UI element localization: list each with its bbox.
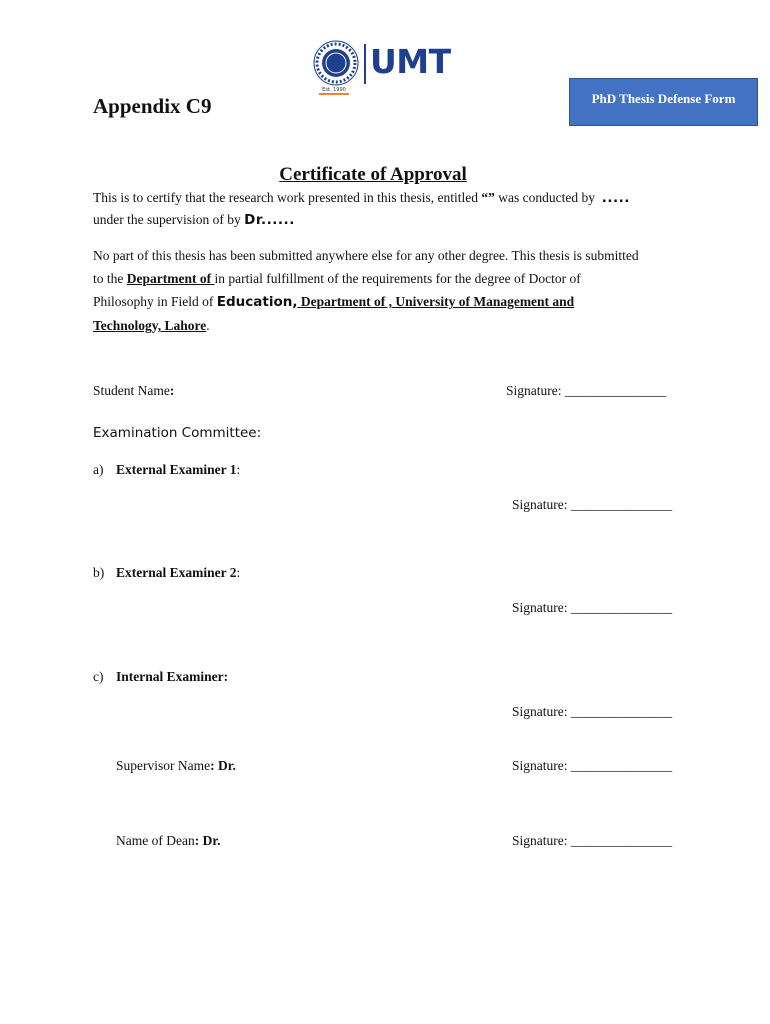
- submission-line-4: [93, 314, 210, 337]
- dean-name: [116, 833, 220, 849]
- supervisor-placeholder: Dr......: [244, 212, 295, 228]
- department-university: Department of , University of Management and: [297, 294, 575, 309]
- submission-line-3: [93, 290, 574, 314]
- supervisor-signature: Signature: _______________: [512, 758, 673, 773]
- supervisor-name: [116, 758, 236, 774]
- logo-established: Est. 1990: [319, 87, 349, 95]
- examination-committee-heading: Examination Committee:: [93, 425, 262, 441]
- external-examiner-1-signature: Signature: _______________: [512, 497, 673, 512]
- form-type-badge: PhD Thesis Defense Form: [569, 78, 758, 126]
- certify-line-2: [93, 208, 295, 232]
- thesis-title-quotes: “”: [481, 190, 495, 205]
- list-marker: a): [93, 462, 104, 477]
- external-examiner-2-signature: Signature: _______________: [512, 600, 673, 615]
- appendix-title: Appendix C9: [93, 94, 212, 118]
- certificate-title: Certificate of Approval: [279, 164, 467, 185]
- student-name-placeholder: .....: [601, 190, 630, 206]
- conducted-by-text: was conducted by: [494, 190, 599, 205]
- examiner-colon: :: [236, 462, 241, 477]
- university-location: Technology, Lahore: [93, 318, 207, 333]
- list-marker: c): [93, 669, 104, 684]
- student-signature: Signature: _______________: [506, 383, 667, 398]
- field-education: Education,: [216, 294, 298, 310]
- internal-examiner-signature: Signature: _______________: [512, 704, 673, 719]
- to-the-text: to the: [93, 271, 127, 286]
- student-colon: :: [169, 383, 175, 398]
- list-marker: b): [93, 565, 105, 580]
- supervision-text: under the supervision of by: [93, 212, 245, 227]
- student-name-label: [93, 383, 174, 399]
- submission-line-2: [93, 267, 581, 290]
- university-emblem-icon: [313, 40, 359, 86]
- sentence-end: .: [206, 318, 210, 333]
- examiner-title: External Examiner 2: [116, 565, 237, 580]
- dean-label: Name of Dean: [116, 833, 195, 848]
- dean-signature: Signature: _______________: [512, 833, 673, 848]
- fulfillment-text: in partial fulfillment of the requirements for the degree of Doctor of: [214, 271, 581, 286]
- supervisor-label: Supervisor Name: [116, 758, 211, 773]
- examiner-title: Internal Examiner:: [116, 669, 229, 684]
- certify-text: This is to certify that the research work presented in this thesis, entitled: [93, 190, 482, 205]
- supervisor-value: : Dr.: [210, 758, 236, 773]
- certify-line-1: [93, 186, 630, 210]
- examiner-colon: :: [236, 565, 241, 580]
- external-examiner-1: [93, 462, 240, 478]
- external-examiner-2: [93, 565, 240, 581]
- dean-value: : Dr.: [194, 833, 221, 848]
- department-field: Department of: [126, 271, 215, 286]
- submission-line-1: No part of this thesis has been submitted anywhere else for any other degree. This thesis is submitted: [93, 248, 639, 263]
- umt-logo: [313, 40, 463, 96]
- student-label: Student Name: [93, 383, 170, 398]
- internal-examiner: [93, 669, 228, 685]
- logo-wordmark: UMT: [370, 42, 451, 81]
- logo-divider: [364, 44, 366, 84]
- field-text: Philosophy in Field of: [93, 294, 217, 309]
- examiner-title: External Examiner 1: [116, 462, 237, 477]
